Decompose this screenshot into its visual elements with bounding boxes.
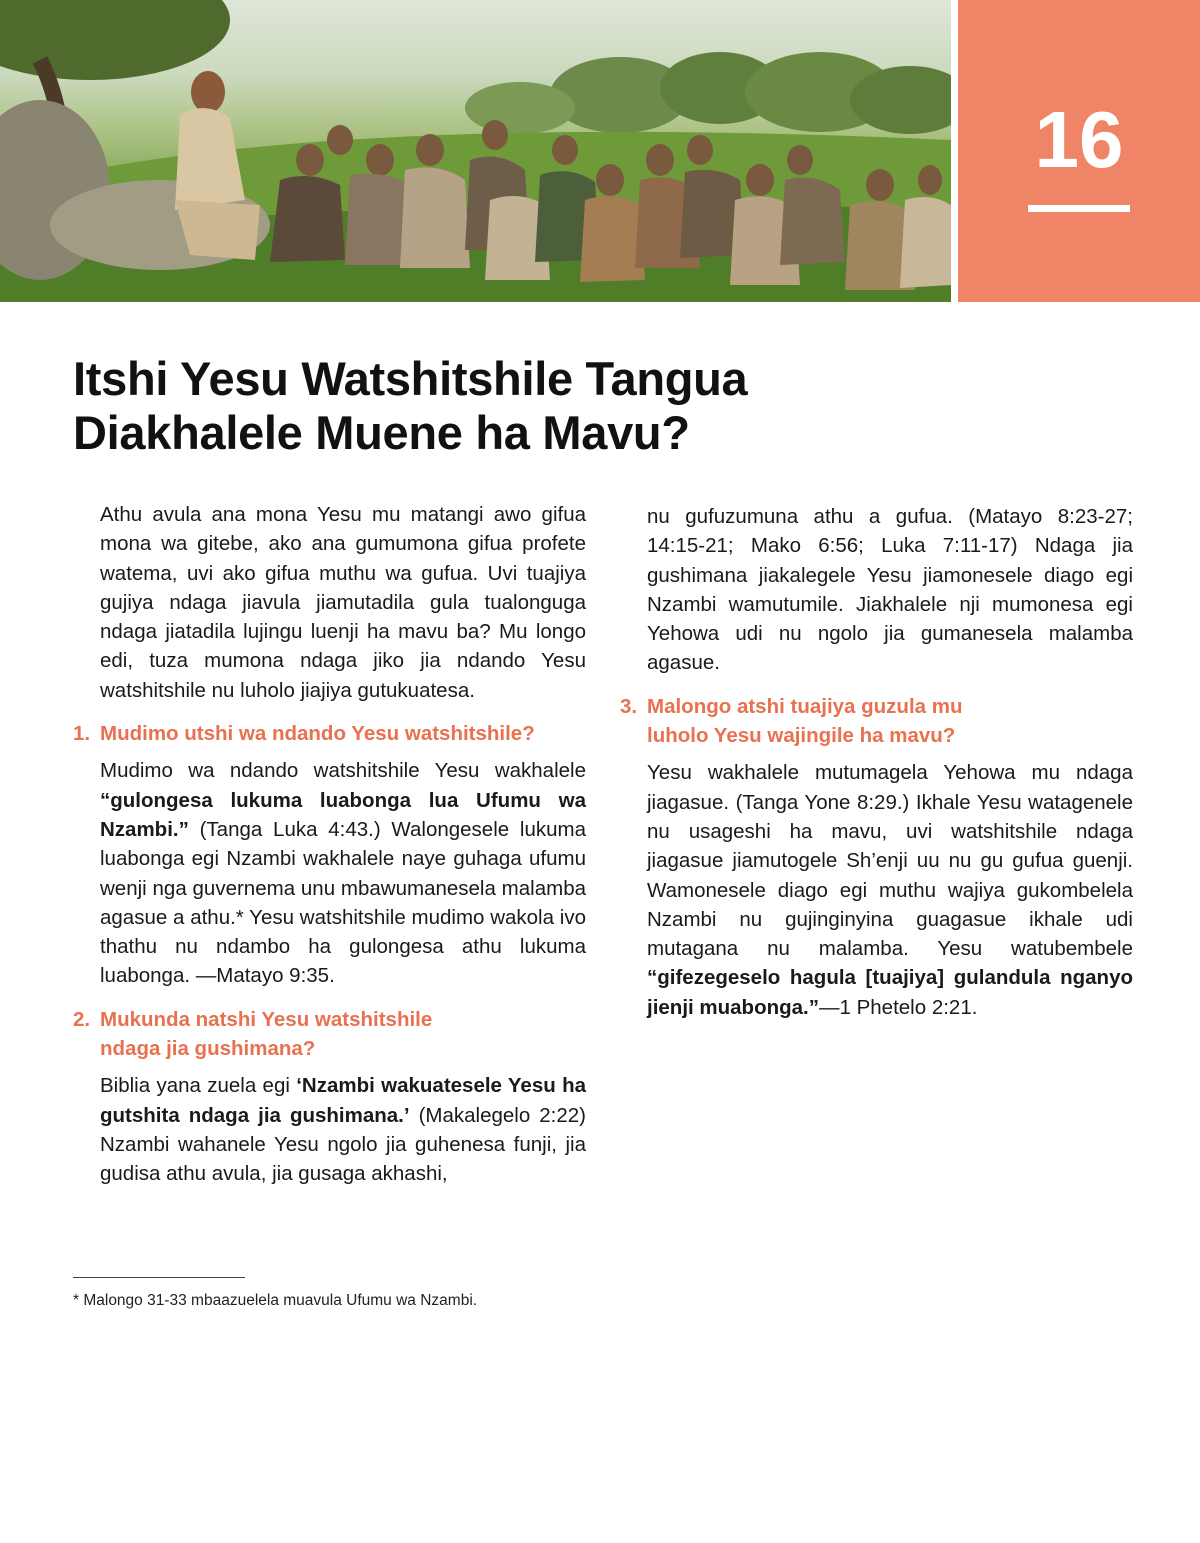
intro-paragraph: Athu avula ana mona Yesu mu matangi awo gifua mona wa gitebe, ako ana gumumona gifua profete watema, uvi ako gifua muthu wa gufua. Uvi tuajiya gujiya ndaga jiavula jiamutadila gula tualonguga ndaga jiatadila lujingu luenji ha mavu ba? Mu longo edi, tuza mumona ndaga jiko jia ndando Yesu watshitshile nu luholo jiajiya gutukuatesa. [100, 503, 586, 702]
page-title [73, 352, 893, 460]
hero-illustration [0, 0, 951, 302]
question-2-text-line-1: Mukunda natshi Yesu watshitshile [100, 1007, 433, 1031]
answer-1-text-b: (Tanga Luka 4:43.) Walongesele lukuma luabonga egi Nzambi wakhalele naye guhaga ufumu wenji nga guvernema unu mbawumanesela malamba agasue a athu.* Yesu watshitshile mudimo wakola ivo thathu nu ndambo ha gulongesa athu lukuma luabonga. —Matayo 9:35. [100, 817, 586, 988]
question-3-text-line-2: luholo Yesu wajingile ha mavu? [647, 724, 956, 748]
page-title-line-2: Diakhalele Muene ha Mavu? [73, 406, 690, 459]
answer-3-paragraph [647, 758, 1133, 1022]
chapter-number-underline [1028, 205, 1130, 212]
question-1-text: Mudimo utshi wa ndando Yesu watshitshile? [100, 722, 535, 746]
answer-2-text-b: (Makalegelo 2:22) Nzambi wahanele Yesu ngolo jia guhenesa funji, jia gudisa athu avula, jia gusaga akhashi, [100, 1103, 586, 1186]
question-2-heading [73, 1005, 586, 1064]
left-column [73, 500, 586, 1189]
answer-2-bold-quote: ‘Nzambi wakuatesele Yesu ha gutshita ndaga jia gushimana.’ [100, 1074, 586, 1127]
question-1-number: 1. [73, 722, 91, 746]
question-3-heading [620, 692, 1133, 751]
footnote: * Malongo 31-33 mbaazuelela muavula Ufumu wa Nzambi. [73, 1292, 478, 1309]
answer-2-text-a: Biblia yana zuela egi [100, 1074, 297, 1098]
answer-2-paragraph-part-2: nu gufuzumuna athu a gufua. (Matayo 8:23-27; 14:15-21; Mako 6:56; Luka 7:11-17) Ndaga jia gushimana jiakalegele Yesu jiamonesele diago egi Nzambi wamutumile. Jiakhalele nji mumonesa egi Yehowa udi nu ngolo jia gumanesela malamba agasue. [647, 505, 1133, 675]
chapter-number-box [958, 0, 1200, 302]
answer-1-bold-quote: “gulongesa lukuma luabonga lua Ufumu wa Nzambi.” [100, 788, 586, 841]
page-title-line-1: Itshi Yesu Watshitshile Tangua [73, 352, 748, 405]
answer-3-text-a: Yesu wakhalele mutumagela Yehowa mu ndaga jiagasue. (Tanga Yone 8:29.) Ikhale Yesu watagenele nu usageshi ha mavu, uvi watshitshile ndaga jiagasue jiamutogele Sh’enji uu nu gu gufua guenji. Wamonesele diago egi muthu wajiya gukombelela Nzambi nu gujinginyina guagasue ikhale udi mutagana nu malamba. Yesu watubembele [647, 761, 1133, 961]
answer-3-text-b: —1 Phetelo 2:21. [819, 995, 978, 1019]
chapter-number: 16 [1034, 95, 1124, 184]
hero-image [0, 0, 951, 302]
right-column [620, 502, 1133, 1022]
answer-1-text-a: Mudimo wa ndando watshitshile Yesu wakhalele [100, 759, 586, 783]
question-1-heading [73, 719, 586, 748]
question-2-text-line-2: ndaga jia gushimana? [100, 1037, 316, 1061]
question-2-number: 2. [73, 1007, 91, 1031]
answer-3-bold-quote: “gifezegeselo hagula [tuajiya] gulandula nganyo jienji muabonga.” [647, 966, 1133, 1019]
answer-1-paragraph [100, 756, 586, 990]
question-3-text-line-1: Malongo atshi tuajiya guzula mu [647, 694, 963, 718]
answer-2-paragraph-part-1 [100, 1071, 586, 1188]
footnote-divider [73, 1277, 245, 1278]
question-3-number: 3. [620, 694, 638, 718]
